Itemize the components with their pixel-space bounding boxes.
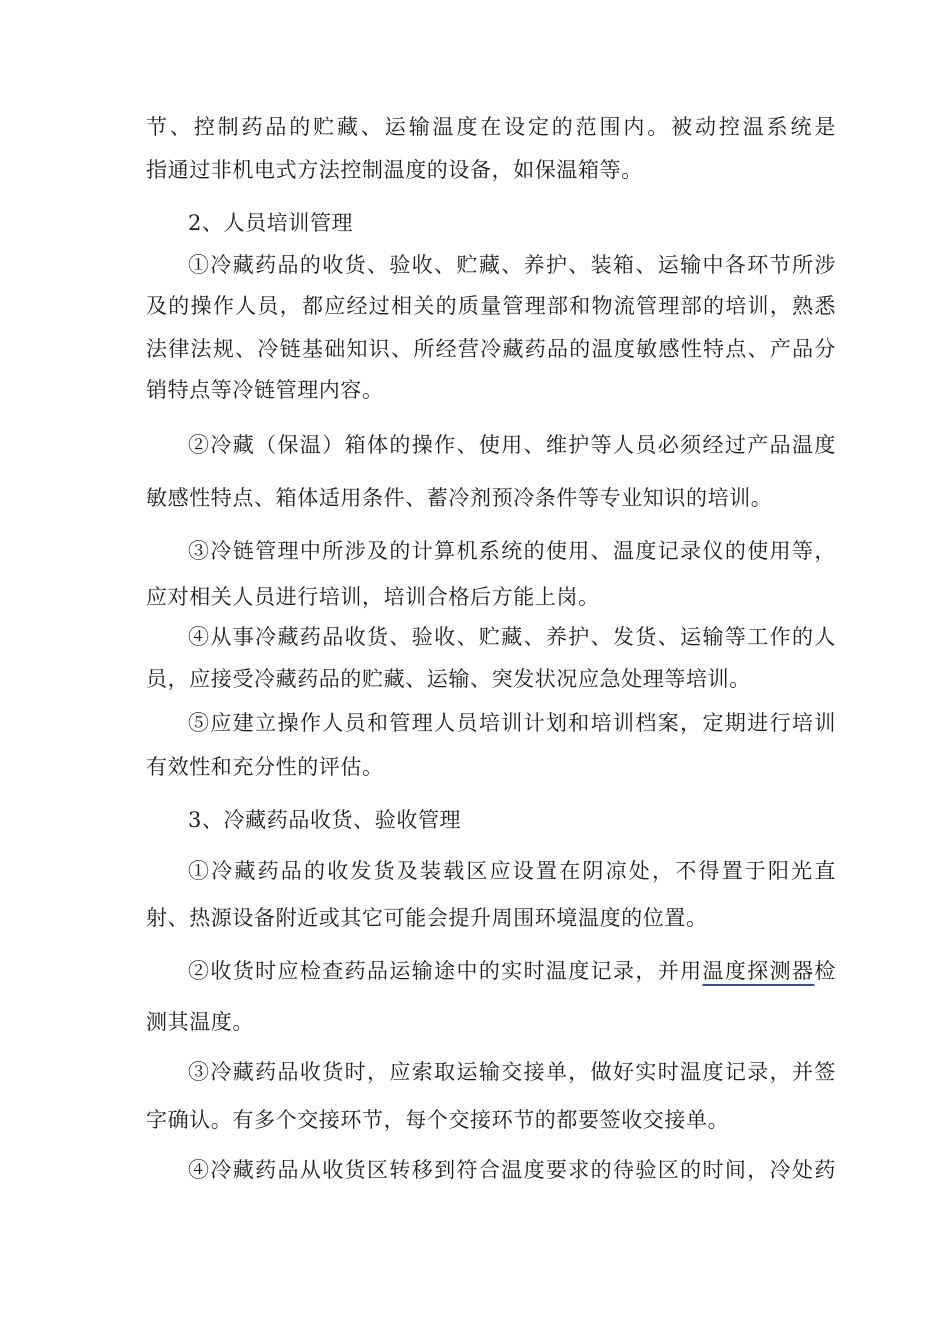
paragraph-line: 有效性和充分性的评估。: [146, 755, 384, 779]
paragraph-line: 测其温度。: [146, 1010, 254, 1034]
section-heading: 2、人员培训管理: [188, 211, 354, 235]
paragraph-line: ③冷链管理中所涉及的计算机系统的使用、温度记录仪的使用等，: [188, 539, 836, 563]
paragraph-line: 敏感性特点、箱体适用条件、蓄冷剂预冷条件等专业知识的培训。: [146, 486, 773, 510]
paragraph-line: 销特点等冷链管理内容。: [146, 378, 384, 402]
paragraph-line: ④从事冷藏药品收货、验收、贮藏、养护、发货、运输等工作的人: [188, 625, 836, 649]
section-heading: 3、冷藏药品收货、验收管理: [188, 808, 462, 832]
paragraph-line: [188, 957, 836, 985]
paragraph-line: 节、控制药品的贮藏、运输温度在设定的范围内。被动控温系统是: [146, 115, 836, 139]
line-text: 检: [814, 959, 836, 983]
paragraph-line: 字确认。有多个交接环节，每个交接环节的都要签收交接单。: [146, 1108, 730, 1132]
paragraph-line: 应对相关人员进行培训，培训合格后方能上岗。: [146, 585, 600, 609]
paragraph-line: ③冷藏药品收货时，应索取运输交接单，做好实时温度记录，并签: [188, 1060, 836, 1084]
line-text: ②收货时应检查药品运输途中的实时温度记录，并用: [188, 959, 703, 983]
paragraph-line: 员，应接受冷藏药品的贮藏、运输、突发状况应急处理等培训。: [146, 667, 751, 691]
paragraph-line: 指通过非机电式方法控制温度的设备，如保温箱等。: [146, 158, 643, 182]
paragraph-line: 法律法规、冷链基础知识、所经营冷藏药品的温度敏感性特点、产品分: [146, 337, 836, 361]
paragraph-line: ①冷藏药品的收货、验收、贮藏、养护、装箱、运输中各环节所涉: [188, 253, 836, 277]
paragraph-line: ①冷藏药品的收发货及装载区应设置在阴凉处，不得置于阳光直: [188, 859, 836, 883]
paragraph-line: ④冷藏药品从收货区转移到符合温度要求的待验区的时间，冷处药: [188, 1158, 836, 1182]
temperature-detector-link[interactable]: 温度探测器: [702, 959, 815, 983]
paragraph-line: ②冷藏（保温）箱体的操作、使用、维护等人员必须经过产品温度: [188, 433, 836, 457]
paragraph-line: ⑤应建立操作人员和管理人员培训计划和培训档案，定期进行培训: [188, 711, 836, 735]
paragraph-line: 及的操作人员，都应经过相关的质量管理部和物流管理部的培训，熟悉: [146, 294, 836, 318]
paragraph-line: 射、热源设备附近或其它可能会提升周围环境温度的位置。: [146, 906, 708, 930]
